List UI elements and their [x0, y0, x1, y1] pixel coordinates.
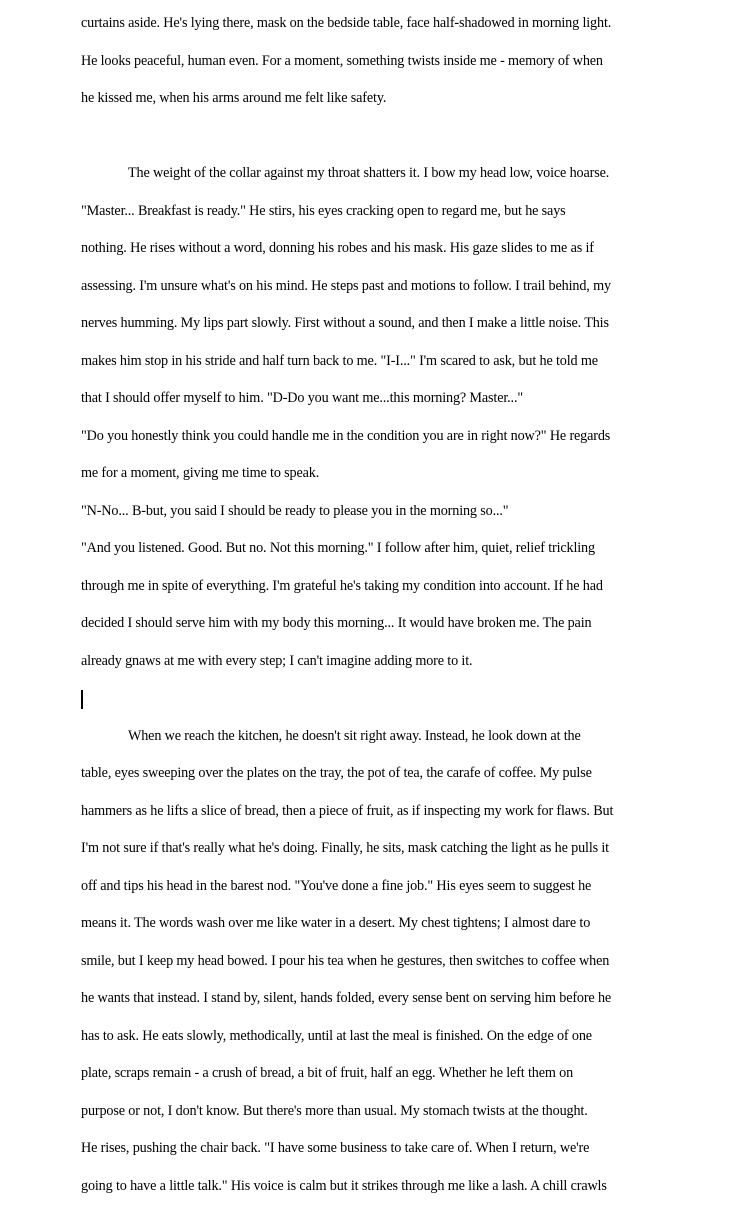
text-line: curtains aside. He's lying there, mask on the bedside table, face half-shadowed in morning light. — [81, 5, 661, 43]
text-line: plate, scraps remain - a crush of bread, a bit of fruit, half an egg. Whether he left them on — [81, 1055, 661, 1093]
cursor-line — [81, 680, 661, 718]
paragraph-first-line: The weight of the collar against my throat shatters it. I bow my head low, voice hoarse. — [81, 155, 661, 193]
document-text-area[interactable] — [81, 5, 661, 1205]
text-line: I'm not sure if that's really what he's doing. Finally, he sits, mask catching the light as he pulls it — [81, 830, 661, 868]
text-line: nerves humming. My lips part slowly. First without a sound, and then I make a little noise. This — [81, 305, 661, 343]
text-line: purpose or not, I don't know. But there's more than usual. My stomach twists at the thought. — [81, 1093, 661, 1131]
text-line: has to ask. He eats slowly, methodically, until at last the meal is finished. On the edge of one — [81, 1018, 661, 1056]
blank-line — [81, 118, 661, 156]
text-line: going to have a little talk." His voice is calm but it strikes through me like a lash. A chill crawls — [81, 1168, 661, 1205]
text-line: through me in spite of everything. I'm grateful he's taking my condition into account. If he had — [81, 568, 661, 606]
text-line: "Do you honestly think you could handle me in the condition you are in right now?" He regards — [81, 418, 661, 456]
text-cursor — [81, 690, 83, 709]
text-line: "And you listened. Good. But no. Not this morning." I follow after him, quiet, relief trickling — [81, 530, 661, 568]
text-line: already gnaws at me with every step; I can't imagine adding more to it. — [81, 643, 661, 681]
text-line: hammers as he lifts a slice of bread, then a piece of fruit, as if inspecting my work for flaws. But — [81, 793, 661, 831]
paragraph-first-line: When we reach the kitchen, he doesn't sit right away. Instead, he look down at the — [81, 718, 661, 756]
text-line: decided I should serve him with my body this morning... It would have broken me. The pain — [81, 605, 661, 643]
text-line: makes him stop in his stride and half turn back to me. "I-I..." I'm scared to ask, but he told me — [81, 343, 661, 381]
text-line: me for a moment, giving me time to speak. — [81, 455, 661, 493]
text-line: smile, but I keep my head bowed. I pour his tea when he gestures, then switches to coffee when — [81, 943, 661, 981]
text-line: he wants that instead. I stand by, silent, hands folded, every sense bent on serving him before he — [81, 980, 661, 1018]
text-line: He rises, pushing the chair back. "I have some business to take care of. When I return, we're — [81, 1130, 661, 1168]
text-line: off and tips his head in the barest nod. "You've done a fine job." His eyes seem to suggest he — [81, 868, 661, 906]
text-line: table, eyes sweeping over the plates on the tray, the pot of tea, the carafe of coffee. My pulse — [81, 755, 661, 793]
text-line: that I should offer myself to him. "D-Do you want me...this morning? Master..." — [81, 380, 661, 418]
text-line: nothing. He rises without a word, donning his robes and his mask. His gaze slides to me as if — [81, 230, 661, 268]
text-line: He looks peaceful, human even. For a moment, something twists inside me - memory of when — [81, 43, 661, 81]
text-line: "N-No... B-but, you said I should be ready to please you in the morning so..." — [81, 493, 661, 531]
text-line: "Master... Breakfast is ready." He stirs, his eyes cracking open to regard me, but he says — [81, 193, 661, 231]
text-line: he kissed me, when his arms around me felt like safety. — [81, 80, 661, 118]
text-line: assessing. I'm unsure what's on his mind. He steps past and motions to follow. I trail behind, my — [81, 268, 661, 306]
text-line: means it. The words wash over me like water in a desert. My chest tightens; I almost dare to — [81, 905, 661, 943]
